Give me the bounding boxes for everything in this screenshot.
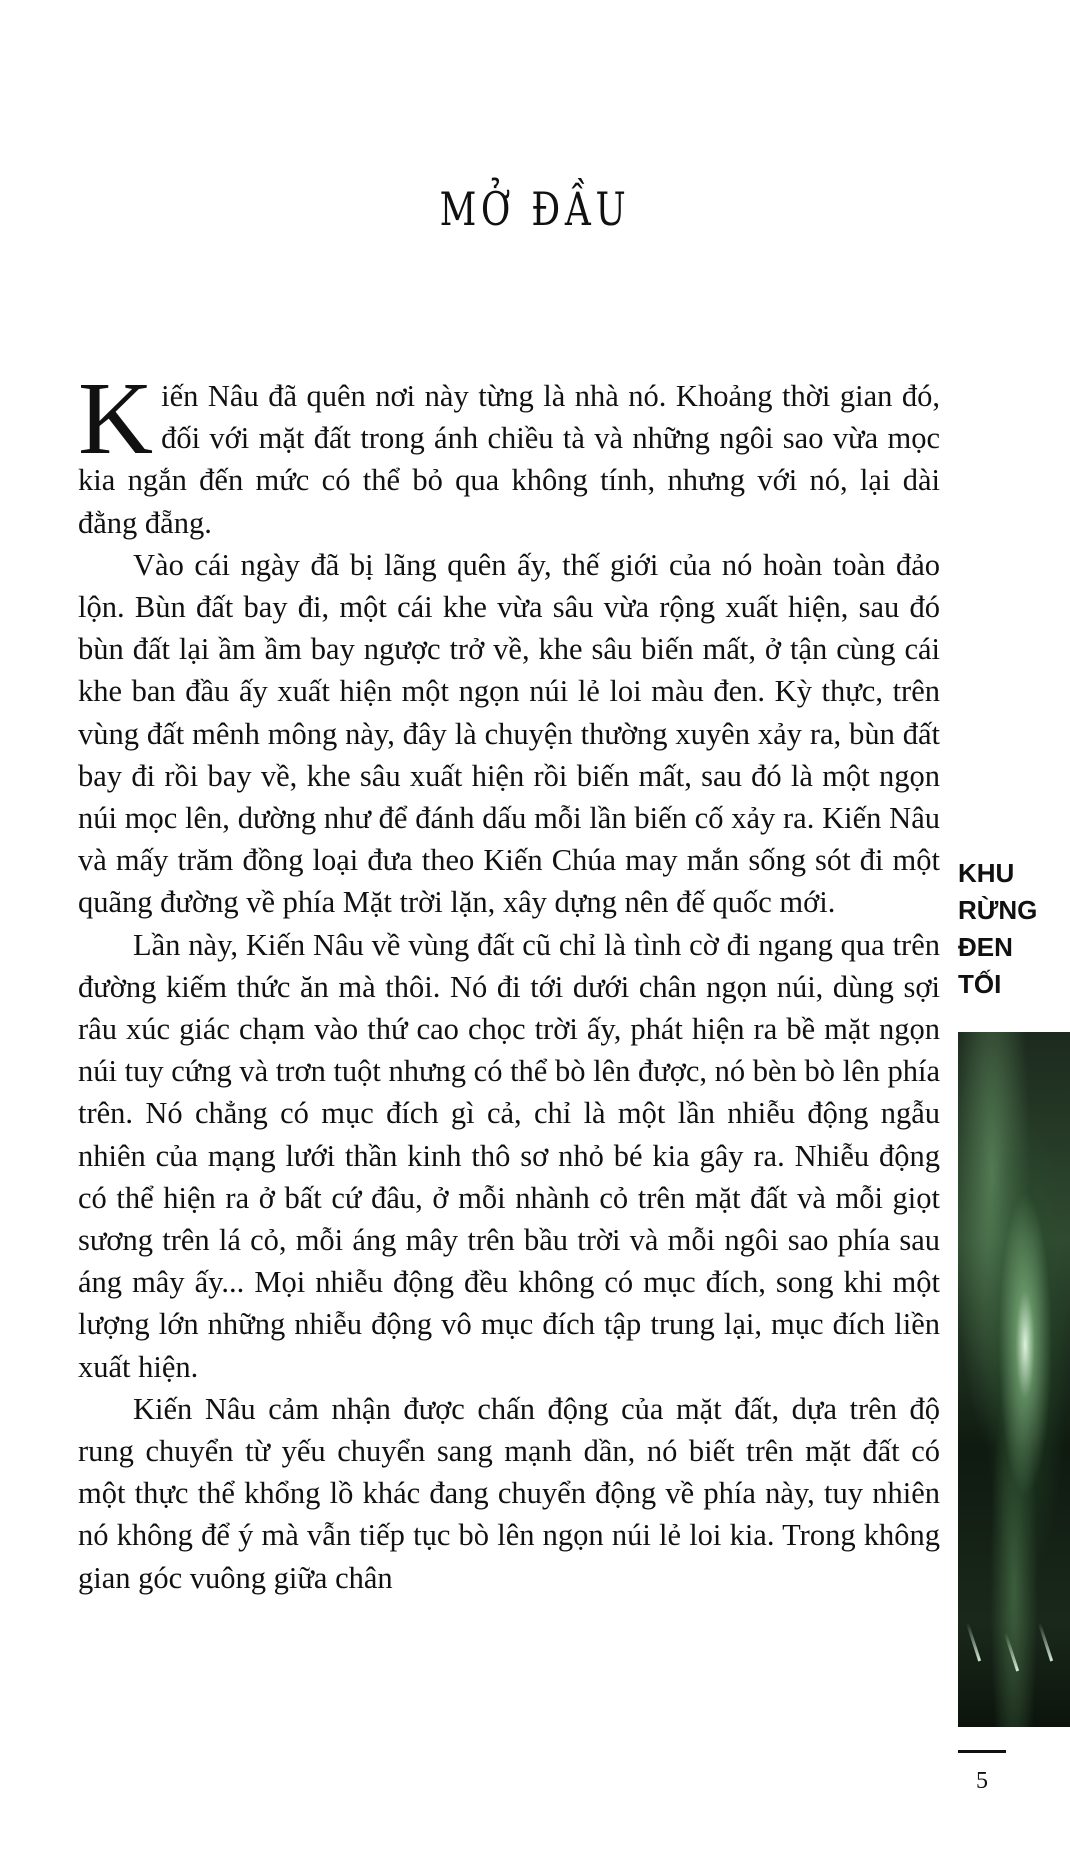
chapter-title: MỞ ĐẦU: [439, 182, 631, 236]
paragraph-1-text: iến Nâu đã quên nơi này từng là nhà nó. Khoảng thời gian đó, đối với mặt đất trong ánh chiều tà và những ngôi sao vừa mọc kia ngắn đến mức có thể bỏ qua không tính, nhưng với nó, lại dài đằng đẵng.: [78, 379, 940, 540]
side-tab-line: RỪNG: [958, 895, 1038, 925]
light-streak: [1038, 1623, 1053, 1662]
page-number: 5: [976, 1768, 988, 1794]
side-tab-line: ĐEN: [958, 932, 1013, 962]
side-tab-line: KHU: [958, 858, 1015, 888]
drop-cap: K: [78, 361, 154, 476]
paragraph-4: Kiến Nâu cảm nhận được chấn động của mặt đất, dựa trên độ rung chuyển từ yếu chuyển sang mạnh dần, nó biết trên mặt đất có một thực thể khổng lồ khác đang chuyển động về phía này, tuy nhiên nó không để ý mà vẫn tiếp tục bò lên ngọn núi lẻ loi kia. Trong không gian góc vuông giữa chân: [78, 1391, 940, 1595]
side-tab-book-title: [958, 855, 1037, 1003]
light-streak: [966, 1623, 981, 1662]
side-cover-image: [958, 1032, 1070, 1727]
side-tab-line: TỐI: [958, 969, 1002, 999]
paragraph-3: Lần này, Kiến Nâu về vùng đất cũ chỉ là tình cờ đi ngang qua trên đường kiếm thức ăn mà thôi. Nó đi tới dưới chân ngọn núi, dùng sợi râu xúc giác chạm vào thứ cao chọc trời ấy, phát hiện ra bề mặt ngọn núi tuy cứng và trơn tuột nhưng có thể bò lên được, nó bèn bò lên phía trên. Nó chẳng có mục đích gì cả, chỉ là một lần nhiễu động ngẫu nhiên của mạng lưới thần kinh thô sơ nhỏ bé kia gây ra. Nhiễu động có thể hiện ra ở bất cứ đâu, ở mỗi nhành cỏ trên mặt đất và mỗi giọt sương trên lá cỏ, mỗi áng mây trên bầu trời và mỗi ngôi sao phía sau áng mây ấy... Mọi nhiễu động đều không có mục đích, song khi một lượng lớn những nhiễu động vô mục đích tập trung lại, mục đích liền xuất hiện.: [78, 927, 940, 1384]
page-number-rule: [958, 1750, 1006, 1753]
body-text: [78, 361, 940, 1599]
paragraph-2: Vào cái ngày đã bị lãng quên ấy, thế giới của nó hoàn toàn đảo lộn. Bùn đất bay đi, một cái khe vừa sâu vừa rộng xuất hiện, sau đó bùn đất lại ầm ầm bay ngược trở về, khe sâu biến mất, ở tận cùng cái khe ban đầu ấy xuất hiện một ngọn núi lẻ loi màu đen. Kỳ thực, trên vùng đất mênh mông này, đây là chuyện thường xuyên xảy ra, bùn đất bay đi rồi bay về, khe sâu xuất hiện rồi biến mất, sau đó là một ngọn núi mọc lên, dường như để đánh dấu mỗi lần biến cố xảy ra. Kiến Nâu và mấy trăm đồng loại đưa theo Kiến Chúa may mắn sống sót đi một quãng đường về phía Mặt trời lặn, xây dựng nên đế quốc mới.: [78, 547, 940, 920]
paragraph-1: [78, 361, 940, 544]
light-streak: [1004, 1633, 1019, 1672]
